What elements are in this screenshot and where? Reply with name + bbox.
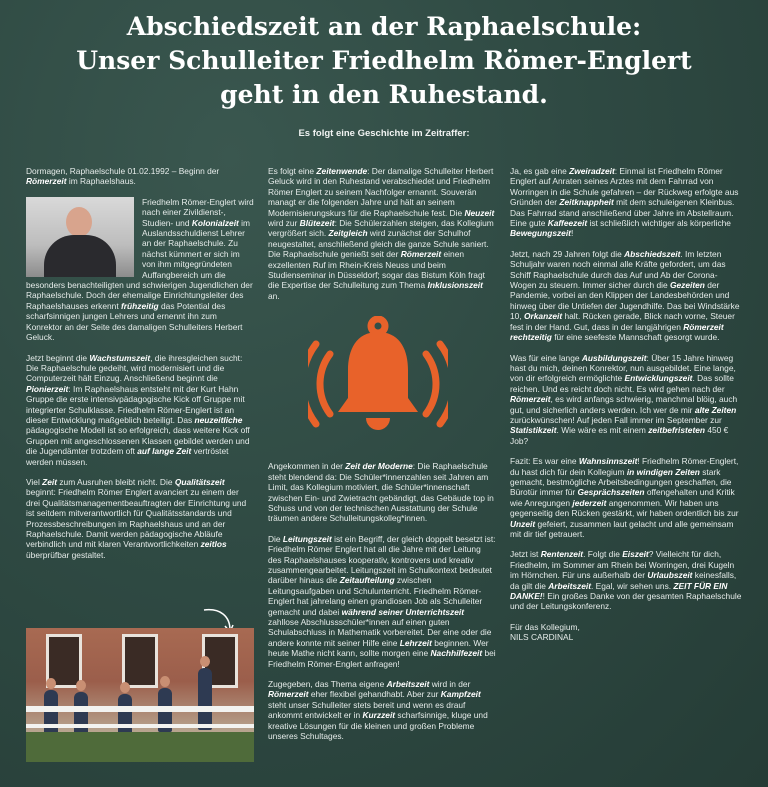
bell-icon bbox=[308, 316, 448, 446]
text: , es wird anfangs schwierig, manchmal blöig, auch gut, und sicherlich anders werden. Ich wer de mir bbox=[510, 394, 738, 415]
paragraph bbox=[510, 549, 742, 611]
text: Viel bbox=[26, 476, 43, 487]
highlight: Inklusionszeit bbox=[427, 280, 483, 291]
paragraph bbox=[26, 353, 254, 467]
text: eher flexibel gehandhabt. Aber zur bbox=[308, 689, 441, 700]
highlight: Eiszeit bbox=[622, 549, 649, 560]
text: Jetzt ist bbox=[510, 549, 541, 560]
text: ist ein Begriff, der gleich doppelt besetzt ist: Friedhelm Römer Englert hat all die Jahre mit der Leitung des Raphaelshauses kooperativ, kontrovers und kreativ zusammengearbeitet. Leitungszeit im Schulkontext bedeutet darüber hinaus die bbox=[268, 533, 496, 586]
text: wird zur bbox=[268, 218, 300, 229]
text: scharfsinnige, kluge und kreative Lösungen für die kleinen und großen Probleme unseres Schultages. bbox=[268, 710, 488, 742]
text: halt. Rücken gerade, Blick nach vorne, Steuer fest in der Hand. Gut, dass in der langjährigen bbox=[510, 311, 735, 332]
highlight: Arbeitszeit bbox=[548, 580, 592, 591]
text: Jetzt beginnt die bbox=[26, 352, 90, 363]
text: ist schließlich wichtiger als körperliche bbox=[587, 218, 731, 229]
title-line-1: Abschiedszeit an der Raphaelschule: bbox=[126, 12, 642, 41]
title-line-2: Unser Schulleiter Friedhelm Römer-Englert bbox=[76, 46, 692, 75]
subtitle: Es folgt eine Geschichte im Zeitraffer: bbox=[298, 128, 470, 139]
text: im Auslandsschuldienst Lehrer an der Raphaelschule. Zu nächst kümmert er sich im von ihm mitgegründeten Auffangbereich um die besonders benachteiligten und schwierigen Jugendlichen der Raphaelschule. Doch der ehemalige Einrichtungsleiter des Raphaelshauses erkennt bbox=[26, 217, 253, 311]
paragraph bbox=[510, 166, 742, 239]
text: : Einmal ist Friedhelm Römer Englert auf Anraten seines Arztes mit dem Fahrrad von Worringen in die Schule gefahren – der Rückweg erfolgte aus Gründen der bbox=[510, 166, 739, 208]
highlight: ZEIT FÜR EIN DANKE! bbox=[510, 580, 728, 602]
text: Angekommen in der bbox=[268, 461, 346, 472]
highlight: Zeitenwende bbox=[316, 166, 368, 176]
highlight: frühzeitig bbox=[120, 300, 159, 311]
highlight: Gesprächszeiten bbox=[577, 487, 645, 498]
text: Zugegeben, das Thema eigene bbox=[268, 679, 387, 689]
text: . Folgt die bbox=[583, 549, 623, 560]
text: . Das sollte reichen. Und es reicht doch nicht. Es wird gehen nach der bbox=[510, 373, 734, 394]
text: Was für eine lange bbox=[510, 352, 582, 363]
text: steht unser Schulleiter stets bereit und wenn es drauf ankommt entwickelt er in bbox=[268, 699, 466, 721]
highlight: während seiner Unterrichtszeit bbox=[341, 606, 464, 617]
highlight: Kampfzeit bbox=[440, 689, 481, 700]
text: beginnen. Wer heute Mathe nicht kann, sollte morgen eine bbox=[268, 637, 489, 659]
highlight: Kaffeezeit bbox=[547, 218, 588, 229]
highlight: Statistikzeit bbox=[510, 425, 557, 436]
text: einen exzellenten Ruf im Rhein-Kreis Neuss und beim Studienseminar in Düsseldorf; sogar das Bistum Köln fragt die Expertise der Schulleitung zum Thema bbox=[268, 249, 485, 291]
text: wird in der bbox=[429, 679, 471, 689]
column-1 bbox=[26, 166, 254, 570]
paragraph bbox=[510, 249, 742, 343]
text: offengehalten und Kritik wie Anregungen bbox=[510, 487, 735, 508]
text: zum Ausruhen bleibt nicht. Die bbox=[57, 476, 175, 487]
column-2 bbox=[268, 166, 496, 751]
highlight: Urlaubszeit bbox=[647, 570, 693, 581]
highlight: Zeit bbox=[42, 476, 58, 487]
paragraph bbox=[268, 166, 496, 301]
text: , die ihresgleichen sucht: Die Raphaelschule gedeiht, wird modernisiert und die Computerzeit hält Einzug. Anschließend beginnt die bbox=[26, 352, 243, 384]
text: zwischen Leitungsaufgaben und Schulunterricht. Friedhelm Römer-Englert hat jahrelang einen grandiosen Job als Schulleiter gemacht und dabei bbox=[268, 575, 483, 617]
highlight: Zweiradzeit bbox=[569, 166, 615, 176]
text: Es folgt eine bbox=[268, 166, 317, 176]
highlight: Römerzeit bbox=[268, 689, 309, 700]
text: : Die Schülerzahlen steigen, das Kollegium vergrößert sich. bbox=[268, 218, 494, 239]
text: Jetzt, nach 29 Jahren folgt die bbox=[510, 248, 625, 259]
highlight: Lehrzeit bbox=[399, 637, 432, 648]
paragraph bbox=[268, 534, 496, 669]
text: : Die Raphaelschule steht blendend da: Die Schüler*innenzahlen seit Jahren am Limit, das Kollegium motiviert, die Schüler*innenschaft zwischen Ein- und Zwietracht gebändigt, das Gebäude top in Schuss und von der technischen Ausstattung der Schule träumen andere Schulleitungskolleg*innen. bbox=[268, 461, 494, 524]
text: ? Vielleicht für dich, Friedhelm, im Sommer am Rhein bei Worringen, drei Kugeln im Hörnchen. Für uns außerhalb der bbox=[510, 549, 735, 581]
highlight: neuzeitliche bbox=[194, 414, 243, 425]
text: das Potential des scharfsinnigen jungen Lehrers und ernennt ihn zum Konrektor an der Seite des damaligen Schulleiters Herbert Geluck. bbox=[26, 300, 243, 343]
portrait-photo bbox=[26, 197, 134, 277]
text: . Im letzten Schuljahr waren noch einmal alle Kräfte gefordert, um das Schiff Raphaelschule durch das Auf und Ab der Corona-Wogen zu steuern. Immer sicher durch die bbox=[510, 248, 726, 291]
highlight: Römerzeit bbox=[510, 394, 551, 405]
text: überprüfbar gestaltet. bbox=[26, 549, 106, 560]
text: . Wie wäre es mit einem bbox=[556, 425, 649, 436]
text: Friedhelm Römer-Englert wird nach einer Zivildienst-, Studien- und bbox=[142, 196, 254, 228]
text: wird zunächst der Schulhof neugestaltet, anschließend gleich die ganze Schule saniert. Die Raphaelschule genießt seit der bbox=[268, 228, 489, 260]
highlight: Gezeiten bbox=[669, 280, 705, 291]
group-photo bbox=[26, 628, 254, 762]
highlight: Qualitätszeit bbox=[174, 476, 225, 487]
highlight: Nachhilfezeit bbox=[430, 648, 483, 659]
highlight: in windigen Zeiten bbox=[626, 466, 700, 477]
highlight: Kolonialzeit bbox=[191, 217, 239, 228]
highlight: Ausbildungszeit bbox=[581, 352, 647, 363]
text: Fazit: Es war eine bbox=[510, 456, 579, 467]
highlight: Entwicklungszeit bbox=[624, 373, 693, 384]
column-3 bbox=[510, 166, 742, 653]
text: gefeiert, zusammen laut gelacht und alle gemeinsam mit dir tief getrauert. bbox=[510, 518, 734, 539]
text: Dormagen, Raphaelschule 01.02.1992 – Beginn der bbox=[26, 166, 220, 176]
text: : Der damalige Schulleiter Herbert Geluck wird in den Ruhestand verabschiedet und Friedhelm Römer Englert zu seinem Nachfolger ernannt. Souverän managt er die folgenden Jahre und hält an seinem Modernisierungskurs für die Raphaelschule fest. Die bbox=[268, 166, 494, 218]
text: stark gemacht, bestmögliche Arbeitsbedingungen geschaffen, die Bürotür immer für bbox=[510, 466, 732, 498]
text: . Egal, wir sehen uns. bbox=[591, 580, 674, 591]
highlight: Zeitgleich bbox=[328, 228, 368, 239]
signature bbox=[510, 622, 742, 643]
text: pädagogische Modell ist so erfolgreich, dass weitere Kick off Gruppen mit angeschlossenen Klassen gebildet werden und die Jugendämter trotzdem oft bbox=[26, 425, 250, 457]
paragraph bbox=[268, 461, 496, 523]
text: an. bbox=[268, 290, 280, 301]
highlight: jederzeit bbox=[572, 497, 607, 508]
text: angenommen. Wir haben uns gegenseitig den Rücken gestärkt, wir haben ordentlich bis zur bbox=[510, 497, 739, 519]
text: mit dem schuleigenen Kleinbus. Das Fahrrad stand anschließend über Jahre im Abstellraum. Eine gute bbox=[510, 197, 735, 229]
highlight: Zeitaufteilung bbox=[339, 575, 395, 586]
paragraph bbox=[510, 456, 742, 539]
highlight: Bewegungszeit bbox=[510, 228, 571, 239]
text: für eine seefeste Mannschaft gesorgt wurde. bbox=[551, 332, 720, 343]
highlight: Neuzeit bbox=[464, 207, 495, 218]
highlight: Orkanzeit bbox=[523, 311, 563, 322]
text: ! Friedhelm Römer-Englert, du hast dich für dein Kollegium bbox=[510, 456, 739, 477]
paragraph bbox=[268, 679, 496, 741]
text: Ja, es gab eine bbox=[510, 166, 570, 176]
highlight: Rentenzeit bbox=[540, 549, 584, 560]
text: Die bbox=[268, 533, 283, 544]
text: NILS CARDINAL bbox=[510, 632, 574, 643]
text: vertröstet werden müssen. bbox=[26, 446, 229, 467]
highlight: Zeit der Moderne bbox=[345, 461, 413, 472]
text: der Pandemie, vorbei an den Klippen der Landesbehörden und hinweg über die Untiefen der Jugendhilfe. Das bei Windstärke 10, bbox=[510, 280, 740, 322]
highlight: Unzeit bbox=[510, 518, 536, 529]
highlight: Abschiedszeit bbox=[624, 248, 681, 259]
text: Für das Kollegium, bbox=[510, 621, 580, 632]
text: : Im Raphaelshaus entsteht mit der Kurt Hahn Gruppe die erste intensivpädagogische Kick off Gruppe mit integrierter Schulklasse. Friedhelm Römer-Englert ist an dieser Entwicklung maßgeblich beteiligt. Das bbox=[26, 383, 245, 425]
text: bei Friedhelm Römer-Englert anfragen! bbox=[268, 648, 496, 669]
highlight: Römerzeit bbox=[400, 249, 442, 260]
text: zahllose Abschlussschüler*innen auf einen guten Schulabschluss in Mathematik vorbereitet. Der eine oder die andere konnte mit seiner Hilfe eine bbox=[268, 616, 492, 648]
highlight: auf lange Zeit bbox=[137, 446, 192, 457]
text: beginnt: Friedhelm Römer Englert avanciert zu einem der drei Qualitätsmanagementbeauftragten der Einrichtung und ist seitdem mitverantwortlich für Qualitätsstandards und Prozessbeschreibungen im Raphaelshaus und an der Raphaelschule. Damit werden pädagogische Abläufe verbindlich und mit klaren Verantwortlichkeiten bbox=[26, 487, 247, 550]
highlight: Pionierzeit bbox=[26, 383, 69, 394]
highlight: Wahnsinnszeit bbox=[578, 456, 638, 467]
highlight: zeitbefristeten bbox=[648, 425, 706, 436]
text: zurückwünschen! Auf jeden Fall immer im September zur bbox=[510, 414, 722, 425]
highlight: Wachstumszeit bbox=[89, 352, 151, 363]
title-line-3: geht in den Ruhestand. bbox=[220, 80, 548, 109]
highlight: Kurzzeit bbox=[362, 710, 396, 721]
highlight: Blütezeit bbox=[299, 218, 335, 229]
text: : Über 15 Jahre hinweg hast du mich, deinen Konrektor, nun ausgebildet. Eine lange, von dir erfolgreich ermöglichte bbox=[510, 352, 736, 384]
highlight: Zeitknappheit bbox=[559, 197, 614, 208]
text: keinesfalls, da gilt die bbox=[510, 570, 737, 591]
highlight: Römerzeit bbox=[26, 176, 67, 187]
text: ! Ein großes Danke von der gesamten Raphaelschule und der Leitungskonferenz. bbox=[510, 591, 742, 612]
highlight: Arbeitszeit bbox=[386, 679, 430, 689]
paragraph bbox=[510, 353, 742, 447]
text: im Raphaelshaus. bbox=[66, 176, 136, 187]
highlight: alte Zeiten bbox=[694, 404, 737, 415]
highlight: Leitungszeit bbox=[282, 533, 332, 544]
text: 450 € Job? bbox=[510, 425, 729, 446]
highlight: zeitlos bbox=[200, 539, 227, 550]
paragraph bbox=[26, 477, 254, 560]
paragraph bbox=[26, 197, 254, 343]
page-title bbox=[0, 10, 768, 112]
highlight: Römerzeit rechtzeitig bbox=[510, 321, 724, 343]
paragraph bbox=[26, 166, 254, 187]
text: ! bbox=[570, 228, 574, 239]
